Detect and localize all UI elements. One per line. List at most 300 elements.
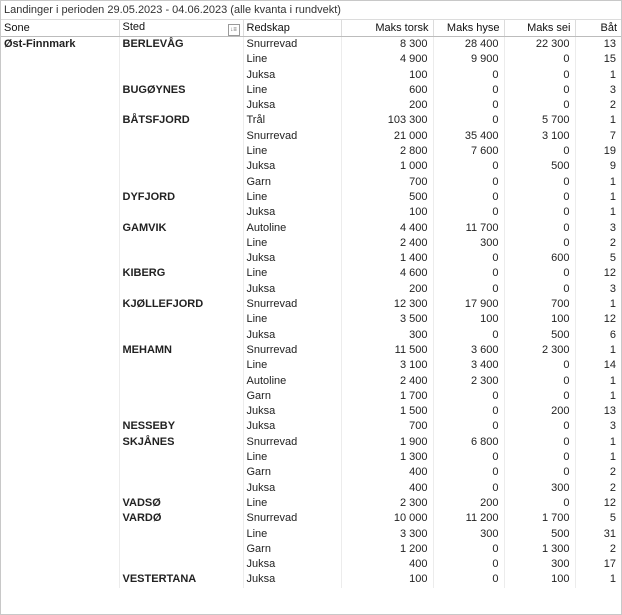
cell-sone: Øst-Finnmark bbox=[1, 37, 119, 53]
cell-redskap: Juksa bbox=[243, 68, 341, 83]
header-maks-hyse-label: Maks hyse bbox=[446, 22, 500, 34]
cell-maks-sei: 200 bbox=[504, 404, 575, 419]
cell-bat: 1 bbox=[609, 114, 616, 127]
cell-redskap: Line bbox=[243, 190, 341, 205]
cell-redskap: Line bbox=[243, 236, 341, 251]
table-row bbox=[1, 205, 621, 220]
cell-sted bbox=[119, 52, 243, 67]
cell-maks-sei: 0 bbox=[504, 266, 575, 281]
cell-bat: 2 bbox=[609, 542, 616, 555]
cell-maks-hyse: 9 900 bbox=[433, 52, 504, 67]
cell-bat: 1 bbox=[609, 175, 616, 188]
cell-maks-hyse: 28 400 bbox=[433, 37, 504, 53]
cell-maks-sei: 700 bbox=[504, 297, 575, 312]
table-row bbox=[1, 129, 621, 144]
cell-sted bbox=[119, 282, 243, 297]
cell-bat: 12 bbox=[603, 313, 616, 326]
cell-maks-torsk: 3 300 bbox=[341, 527, 433, 542]
table-row bbox=[1, 236, 621, 251]
header-sone[interactable] bbox=[1, 20, 119, 37]
cell-maks-sei: 0 bbox=[504, 419, 575, 434]
cell-sted bbox=[119, 527, 243, 542]
cell-sted bbox=[119, 404, 243, 419]
cell-redskap: Line bbox=[243, 358, 341, 373]
table-row bbox=[1, 251, 621, 266]
header-bat[interactable] bbox=[575, 20, 621, 37]
header-maks-torsk-label: Maks torsk bbox=[375, 22, 429, 34]
table-row bbox=[1, 527, 621, 542]
cell-maks-sei: 1 300 bbox=[504, 542, 575, 557]
header-maks-sei[interactable] bbox=[504, 20, 575, 37]
cell-maks-hyse: 6 800 bbox=[433, 435, 504, 450]
cell-sone bbox=[1, 542, 119, 557]
cell-bat: 3 bbox=[609, 420, 616, 433]
cell-maks-hyse: 0 bbox=[433, 190, 504, 205]
cell-maks-sei: 0 bbox=[504, 175, 575, 190]
cell-bat: 13 bbox=[603, 405, 616, 418]
cell-sted bbox=[119, 557, 243, 572]
cell-maks-torsk: 400 bbox=[341, 465, 433, 480]
table-row bbox=[1, 374, 621, 389]
cell-redskap: Line bbox=[243, 527, 341, 542]
cell-sted: BÅTSFJORD bbox=[119, 113, 243, 128]
cell-redskap: Snurrevad bbox=[243, 343, 341, 358]
cell-redskap: Juksa bbox=[243, 159, 341, 174]
cell-maks-sei: 300 bbox=[504, 481, 575, 496]
table-row bbox=[1, 358, 621, 373]
cell-maks-torsk: 103 300 bbox=[341, 113, 433, 128]
cell-maks-hyse: 0 bbox=[433, 328, 504, 343]
cell-bat: 2 bbox=[609, 99, 616, 112]
table-row bbox=[1, 83, 621, 98]
cell-maks-torsk: 11 500 bbox=[341, 343, 433, 358]
cell-maks-sei: 100 bbox=[504, 572, 575, 587]
cell-sone bbox=[1, 450, 119, 465]
table-row bbox=[1, 37, 621, 53]
cell-maks-hyse: 2 300 bbox=[433, 374, 504, 389]
cell-maks-hyse: 7 600 bbox=[433, 144, 504, 159]
cell-maks-torsk: 1 000 bbox=[341, 159, 433, 174]
cell-maks-hyse: 11 700 bbox=[433, 221, 504, 236]
table-row bbox=[1, 312, 621, 327]
header-redskap[interactable] bbox=[243, 20, 341, 37]
cell-maks-hyse: 3 600 bbox=[433, 343, 504, 358]
table-row bbox=[1, 450, 621, 465]
table-row bbox=[1, 572, 621, 587]
cell-maks-torsk: 700 bbox=[341, 419, 433, 434]
cell-redskap: Line bbox=[243, 450, 341, 465]
cell-redskap: Autoline bbox=[243, 374, 341, 389]
table-row bbox=[1, 465, 621, 480]
cell-bat: 14 bbox=[603, 359, 616, 372]
cell-bat: 2 bbox=[609, 481, 616, 494]
cell-sone bbox=[1, 251, 119, 266]
cell-bat: 3 bbox=[609, 282, 616, 295]
cell-maks-sei: 0 bbox=[504, 465, 575, 480]
cell-sted: BERLEVÅG bbox=[119, 37, 243, 53]
cell-sone bbox=[1, 190, 119, 205]
table-row bbox=[1, 542, 621, 557]
cell-maks-sei: 0 bbox=[504, 496, 575, 511]
cell-redskap: Line bbox=[243, 312, 341, 327]
cell-sone bbox=[1, 358, 119, 373]
cell-bat: 1 bbox=[609, 435, 616, 448]
cell-maks-hyse: 0 bbox=[433, 465, 504, 480]
cell-sone bbox=[1, 129, 119, 144]
cell-maks-sei: 0 bbox=[504, 221, 575, 236]
cell-maks-sei: 5 700 bbox=[504, 113, 575, 128]
cell-redskap: Garn bbox=[243, 465, 341, 480]
cell-sone bbox=[1, 52, 119, 67]
table-row bbox=[1, 389, 621, 404]
cell-sone bbox=[1, 419, 119, 434]
cell-maks-hyse: 100 bbox=[433, 312, 504, 327]
cell-sted bbox=[119, 542, 243, 557]
cell-maks-hyse: 0 bbox=[433, 113, 504, 128]
cell-maks-hyse: 0 bbox=[433, 266, 504, 281]
cell-sted: NESSEBY bbox=[119, 419, 243, 434]
cell-sone bbox=[1, 282, 119, 297]
table-row bbox=[1, 190, 621, 205]
cell-maks-torsk: 400 bbox=[341, 481, 433, 496]
cell-bat: 1 bbox=[609, 451, 616, 464]
cell-redskap: Snurrevad bbox=[243, 297, 341, 312]
cell-sone bbox=[1, 159, 119, 174]
cell-sted bbox=[119, 481, 243, 496]
cell-sone bbox=[1, 144, 119, 159]
cell-redskap: Garn bbox=[243, 542, 341, 557]
cell-maks-sei: 500 bbox=[504, 159, 575, 174]
cell-bat: 17 bbox=[603, 558, 616, 571]
cell-maks-torsk: 100 bbox=[341, 205, 433, 220]
cell-maks-sei: 0 bbox=[504, 450, 575, 465]
cell-redskap: Snurrevad bbox=[243, 511, 341, 526]
cell-bat: 1 bbox=[609, 573, 616, 586]
cell-maks-hyse: 0 bbox=[433, 404, 504, 419]
cell-sone bbox=[1, 266, 119, 281]
cell-maks-hyse: 17 900 bbox=[433, 297, 504, 312]
cell-maks-sei: 22 300 bbox=[504, 37, 575, 53]
cell-bat: 1 bbox=[609, 190, 616, 203]
cell-maks-hyse: 0 bbox=[433, 419, 504, 434]
cell-bat: 1 bbox=[609, 298, 616, 311]
cell-sted: VARDØ bbox=[119, 511, 243, 526]
table-row bbox=[1, 144, 621, 159]
cell-sone bbox=[1, 557, 119, 572]
cell-sted bbox=[119, 312, 243, 327]
cell-bat: 15 bbox=[603, 53, 616, 66]
cell-maks-torsk: 100 bbox=[341, 68, 433, 83]
cell-maks-hyse: 0 bbox=[433, 481, 504, 496]
cell-maks-hyse: 0 bbox=[433, 572, 504, 587]
table-row bbox=[1, 419, 621, 434]
table-row bbox=[1, 221, 621, 236]
cell-bat: 1 bbox=[609, 343, 616, 356]
cell-bat: 13 bbox=[603, 38, 616, 50]
cell-redskap: Juksa bbox=[243, 251, 341, 266]
cell-maks-hyse: 0 bbox=[433, 159, 504, 174]
cell-bat: 6 bbox=[609, 328, 616, 341]
cell-maks-torsk: 1 700 bbox=[341, 389, 433, 404]
table-row bbox=[1, 113, 621, 128]
cell-sone bbox=[1, 312, 119, 327]
cell-maks-torsk: 1 500 bbox=[341, 404, 433, 419]
cell-sone bbox=[1, 511, 119, 526]
cell-maks-hyse: 200 bbox=[433, 496, 504, 511]
table-row bbox=[1, 98, 621, 113]
cell-sted bbox=[119, 159, 243, 174]
cell-redskap: Snurrevad bbox=[243, 37, 341, 53]
cell-redskap: Autoline bbox=[243, 221, 341, 236]
cell-bat: 3 bbox=[609, 83, 616, 96]
cell-maks-sei: 0 bbox=[504, 389, 575, 404]
cell-maks-hyse: 300 bbox=[433, 236, 504, 251]
cell-redskap: Juksa bbox=[243, 419, 341, 434]
cell-maks-hyse: 0 bbox=[433, 557, 504, 572]
cell-maks-sei: 3 100 bbox=[504, 129, 575, 144]
cell-redskap: Juksa bbox=[243, 557, 341, 572]
cell-sted bbox=[119, 251, 243, 266]
cell-bat: 1 bbox=[609, 206, 616, 219]
table-row bbox=[1, 282, 621, 297]
cell-sted: SKJÅNES bbox=[119, 435, 243, 450]
cell-sone bbox=[1, 435, 119, 450]
cell-sone bbox=[1, 221, 119, 236]
cell-maks-hyse: 0 bbox=[433, 205, 504, 220]
cell-maks-sei: 0 bbox=[504, 236, 575, 251]
cell-redskap: Juksa bbox=[243, 572, 341, 587]
cell-sted bbox=[119, 358, 243, 373]
cell-sone bbox=[1, 572, 119, 587]
cell-redskap: Snurrevad bbox=[243, 129, 341, 144]
header-maks-hyse[interactable] bbox=[433, 20, 504, 37]
cell-maks-hyse: 11 200 bbox=[433, 511, 504, 526]
header-sone-label: Sone bbox=[4, 22, 30, 34]
cell-sted bbox=[119, 98, 243, 113]
cell-sone bbox=[1, 328, 119, 343]
cell-bat: 1 bbox=[609, 374, 616, 387]
cell-maks-torsk: 12 300 bbox=[341, 297, 433, 312]
cell-sted bbox=[119, 465, 243, 480]
cell-maks-torsk: 21 000 bbox=[341, 129, 433, 144]
cell-sted: KJØLLEFJORD bbox=[119, 297, 243, 312]
cell-maks-torsk: 2 400 bbox=[341, 374, 433, 389]
cell-sone bbox=[1, 527, 119, 542]
cell-maks-torsk: 8 300 bbox=[341, 37, 433, 53]
table-row bbox=[1, 328, 621, 343]
cell-sted bbox=[119, 144, 243, 159]
table-row bbox=[1, 68, 621, 83]
cell-sted bbox=[119, 68, 243, 83]
cell-maks-torsk: 2 800 bbox=[341, 144, 433, 159]
cell-bat: 5 bbox=[609, 512, 616, 525]
cell-bat: 2 bbox=[609, 466, 616, 479]
cell-maks-torsk: 500 bbox=[341, 190, 433, 205]
table-row bbox=[1, 175, 621, 190]
cell-sted bbox=[119, 374, 243, 389]
table-row bbox=[1, 52, 621, 67]
cell-redskap: Line bbox=[243, 83, 341, 98]
cell-maks-hyse: 0 bbox=[433, 68, 504, 83]
cell-redskap: Juksa bbox=[243, 282, 341, 297]
cell-bat: 5 bbox=[609, 252, 616, 265]
cell-maks-torsk: 1 900 bbox=[341, 435, 433, 450]
cell-redskap: Juksa bbox=[243, 481, 341, 496]
cell-redskap: Garn bbox=[243, 389, 341, 404]
cell-maks-torsk: 400 bbox=[341, 557, 433, 572]
cell-sone bbox=[1, 374, 119, 389]
cell-sted: GAMVIK bbox=[119, 221, 243, 236]
cell-maks-sei: 0 bbox=[504, 435, 575, 450]
cell-maks-torsk: 4 600 bbox=[341, 266, 433, 281]
cell-maks-torsk: 10 000 bbox=[341, 511, 433, 526]
cell-maks-hyse: 3 400 bbox=[433, 358, 504, 373]
table-body bbox=[1, 37, 621, 588]
cell-maks-sei: 0 bbox=[504, 374, 575, 389]
cell-sted bbox=[119, 236, 243, 251]
cell-sone bbox=[1, 236, 119, 251]
cell-redskap: Line bbox=[243, 266, 341, 281]
cell-maks-sei: 500 bbox=[504, 527, 575, 542]
cell-maks-sei: 2 300 bbox=[504, 343, 575, 358]
cell-sone bbox=[1, 343, 119, 358]
cell-maks-sei: 600 bbox=[504, 251, 575, 266]
header-maks-torsk[interactable] bbox=[341, 20, 433, 37]
cell-bat: 31 bbox=[603, 527, 616, 540]
header-sted[interactable] bbox=[119, 20, 243, 37]
cell-sted: VESTERTANA bbox=[119, 572, 243, 587]
cell-redskap: Snurrevad bbox=[243, 435, 341, 450]
cell-bat: 3 bbox=[609, 221, 616, 234]
cell-maks-torsk: 2 400 bbox=[341, 236, 433, 251]
header-redskap-label: Redskap bbox=[246, 22, 290, 34]
cell-redskap: Juksa bbox=[243, 98, 341, 113]
cell-maks-hyse: 0 bbox=[433, 282, 504, 297]
cell-maks-sei: 100 bbox=[504, 312, 575, 327]
cell-sone bbox=[1, 98, 119, 113]
cell-maks-sei: 1 700 bbox=[504, 511, 575, 526]
cell-maks-sei: 0 bbox=[504, 98, 575, 113]
cell-sted: DYFJORD bbox=[119, 190, 243, 205]
cell-bat: 7 bbox=[609, 129, 616, 142]
table-row bbox=[1, 297, 621, 312]
cell-sone bbox=[1, 113, 119, 128]
cell-maks-torsk: 600 bbox=[341, 83, 433, 98]
cell-maks-hyse: 300 bbox=[433, 527, 504, 542]
cell-maks-sei: 300 bbox=[504, 557, 575, 572]
header-maks-sei-label: Maks sei bbox=[527, 22, 571, 34]
cell-sone bbox=[1, 205, 119, 220]
cell-sted: MEHAMN bbox=[119, 343, 243, 358]
cell-maks-sei: 0 bbox=[504, 83, 575, 98]
cell-bat: 12 bbox=[603, 496, 616, 509]
cell-sted bbox=[119, 389, 243, 404]
table-row bbox=[1, 496, 621, 511]
cell-maks-hyse: 0 bbox=[433, 251, 504, 266]
cell-maks-hyse: 0 bbox=[433, 542, 504, 557]
cell-sted bbox=[119, 328, 243, 343]
cell-maks-torsk: 3 100 bbox=[341, 358, 433, 373]
table-row bbox=[1, 159, 621, 174]
cell-sted: KIBERG bbox=[119, 266, 243, 281]
sort-filter-icon[interactable]: ↓≡ bbox=[228, 24, 240, 36]
cell-maks-torsk: 700 bbox=[341, 175, 433, 190]
header-sted-label: Sted bbox=[122, 20, 146, 33]
table-row bbox=[1, 435, 621, 450]
table-row bbox=[1, 404, 621, 419]
cell-maks-hyse: 35 400 bbox=[433, 129, 504, 144]
cell-sted bbox=[119, 450, 243, 465]
cell-sone bbox=[1, 404, 119, 419]
cell-bat: 12 bbox=[603, 267, 616, 280]
cell-sone bbox=[1, 297, 119, 312]
table-row bbox=[1, 481, 621, 496]
cell-redskap: Line bbox=[243, 496, 341, 511]
cell-sone bbox=[1, 389, 119, 404]
cell-bat: 9 bbox=[609, 160, 616, 173]
cell-sted bbox=[119, 175, 243, 190]
table-row bbox=[1, 557, 621, 572]
cell-maks-torsk: 1 200 bbox=[341, 542, 433, 557]
cell-maks-torsk: 200 bbox=[341, 98, 433, 113]
table-row bbox=[1, 266, 621, 281]
cell-maks-sei: 0 bbox=[504, 205, 575, 220]
cell-maks-torsk: 4 400 bbox=[341, 221, 433, 236]
cell-maks-sei: 500 bbox=[504, 328, 575, 343]
cell-bat: 1 bbox=[609, 68, 616, 81]
cell-maks-sei: 0 bbox=[504, 358, 575, 373]
cell-maks-hyse: 0 bbox=[433, 175, 504, 190]
cell-maks-torsk: 100 bbox=[341, 572, 433, 587]
cell-redskap: Garn bbox=[243, 175, 341, 190]
cell-sted bbox=[119, 205, 243, 220]
cell-sone bbox=[1, 175, 119, 190]
cell-maks-torsk: 4 900 bbox=[341, 52, 433, 67]
header-bat-label: Båt bbox=[600, 22, 617, 34]
cell-sone bbox=[1, 83, 119, 98]
table-row bbox=[1, 511, 621, 526]
cell-maks-torsk: 200 bbox=[341, 282, 433, 297]
cell-sone bbox=[1, 496, 119, 511]
cell-maks-sei: 0 bbox=[504, 190, 575, 205]
cell-redskap: Juksa bbox=[243, 205, 341, 220]
cell-maks-sei: 0 bbox=[504, 68, 575, 83]
cell-maks-hyse: 0 bbox=[433, 98, 504, 113]
cell-redskap: Juksa bbox=[243, 328, 341, 343]
cell-redskap: Trål bbox=[243, 113, 341, 128]
header-row bbox=[1, 20, 621, 37]
cell-maks-sei: 0 bbox=[504, 144, 575, 159]
cell-maks-torsk: 2 300 bbox=[341, 496, 433, 511]
cell-sted: VADSØ bbox=[119, 496, 243, 511]
cell-maks-sei: 0 bbox=[504, 282, 575, 297]
cell-maks-hyse: 0 bbox=[433, 83, 504, 98]
cell-maks-torsk: 300 bbox=[341, 328, 433, 343]
table-caption: Landinger i perioden 29.05.2023 - 04.06.2023 (alle kvanta i rundvekt) bbox=[1, 1, 621, 20]
cell-sted: BUGØYNES bbox=[119, 83, 243, 98]
cell-sone bbox=[1, 68, 119, 83]
cell-bat: 2 bbox=[609, 236, 616, 249]
cell-sone bbox=[1, 465, 119, 480]
cell-redskap: Juksa bbox=[243, 404, 341, 419]
cell-maks-torsk: 1 400 bbox=[341, 251, 433, 266]
table-row bbox=[1, 343, 621, 358]
cell-sted bbox=[119, 129, 243, 144]
cell-maks-hyse: 0 bbox=[433, 450, 504, 465]
cell-maks-sei: 0 bbox=[504, 52, 575, 67]
cell-maks-hyse: 0 bbox=[433, 389, 504, 404]
cell-maks-torsk: 3 500 bbox=[341, 312, 433, 327]
